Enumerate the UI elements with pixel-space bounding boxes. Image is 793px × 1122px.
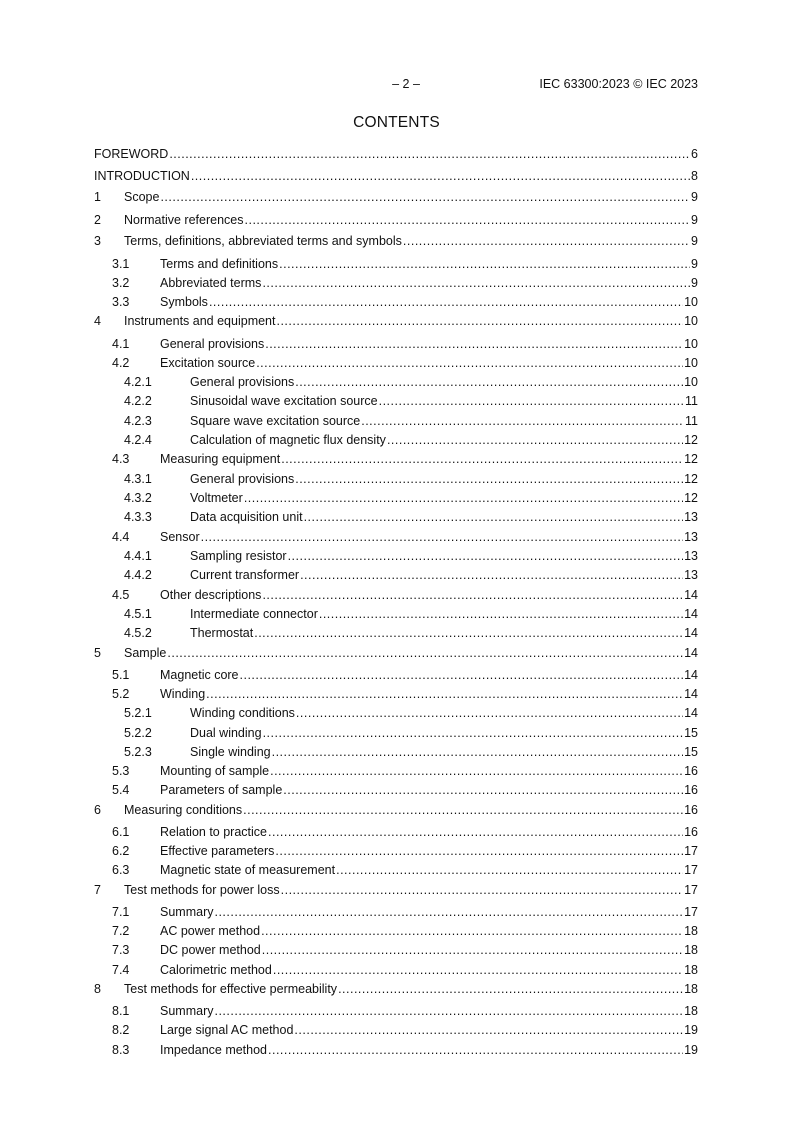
toc-entry-number: 4.2.1: [124, 375, 152, 389]
toc-leader-dots: [262, 587, 683, 603]
toc-entry-page: 16: [684, 803, 698, 817]
toc-entry-number: 5.1: [112, 668, 130, 682]
toc-entry-page: 10: [684, 295, 698, 309]
toc-entry-number: 7.3: [112, 943, 130, 957]
toc-entry-number: 7.2: [112, 924, 130, 938]
toc-entry-title: Winding conditions: [190, 706, 295, 720]
toc-entry-page: 17: [684, 863, 698, 877]
toc-entry-title: Measuring equipment: [160, 452, 281, 466]
toc-leader-dots: [265, 336, 683, 352]
toc-entry[interactable]: [94, 275, 698, 291]
page-number: – 2 –: [392, 77, 420, 91]
toc-entry[interactable]: [94, 529, 698, 545]
toc-entry-page: 13: [684, 510, 698, 524]
toc-entry-title: Large signal AC method: [160, 1023, 294, 1037]
toc-leader-dots: [263, 725, 684, 741]
toc-entry[interactable]: [94, 212, 698, 228]
toc-leader-dots: [338, 981, 683, 997]
page-header: [94, 77, 698, 91]
toc-entry[interactable]: [94, 471, 698, 487]
toc-entry-number: 5.2.1: [124, 706, 152, 720]
toc-entry[interactable]: [94, 355, 698, 371]
toc-entry[interactable]: [94, 645, 698, 661]
toc-entry[interactable]: [94, 1042, 698, 1058]
toc-entry-title: Dual winding: [190, 726, 262, 740]
toc-leader-dots: [167, 645, 683, 661]
toc-entry[interactable]: [94, 189, 698, 205]
toc-entry[interactable]: [94, 168, 698, 184]
toc-entry[interactable]: [94, 763, 698, 779]
toc-entry[interactable]: [94, 962, 698, 978]
toc-entry[interactable]: [94, 432, 698, 448]
toc-entry[interactable]: [94, 567, 698, 583]
toc-entry[interactable]: [94, 802, 698, 818]
toc-entry-number: 4.3.3: [124, 510, 152, 524]
toc-entry-number: 3.1: [112, 257, 130, 271]
toc-entry-title: Sampling resistor: [190, 549, 287, 563]
toc-entry-page: 14: [684, 706, 698, 720]
toc-leader-dots: [256, 355, 683, 371]
toc-leader-dots: [403, 233, 690, 249]
toc-leader-dots: [288, 548, 684, 564]
toc-leader-dots: [262, 275, 690, 291]
toc-entry-title: Test methods for effective permeability: [124, 982, 338, 996]
toc-entry-number: 6.2: [112, 844, 130, 858]
toc-entry[interactable]: [94, 313, 698, 329]
toc-leader-dots: [261, 923, 683, 939]
toc-entry-title: Summary: [160, 905, 214, 919]
toc-entry-title: General provisions: [190, 375, 295, 389]
toc-leader-dots: [209, 294, 683, 310]
toc-entry-page: 14: [684, 668, 698, 682]
toc-entry-title: Magnetic core: [160, 668, 239, 682]
toc-entry-title: Scope: [124, 190, 160, 204]
toc-leader-dots: [268, 1042, 683, 1058]
toc-entry-title: Test methods for power loss: [124, 883, 280, 897]
toc-entry-number: 6: [94, 803, 101, 817]
toc-entry[interactable]: [94, 843, 698, 859]
toc-entry-number: 6.1: [112, 825, 130, 839]
toc-entry-number: 8.1: [112, 1004, 130, 1018]
toc-entry-page: 14: [684, 626, 698, 640]
toc-entry-number: 4.3.1: [124, 472, 152, 486]
toc-entry-number: 4.5.2: [124, 626, 152, 640]
toc-entry-title: Abbreviated terms: [160, 276, 262, 290]
toc-entry-title: Winding: [160, 687, 206, 701]
toc-entry-page: 18: [684, 943, 698, 957]
toc-entry-title: FOREWORD: [94, 147, 169, 161]
toc-leader-dots: [295, 374, 683, 390]
toc-leader-dots: [336, 862, 683, 878]
toc-entry-page: 18: [684, 963, 698, 977]
toc-entry-page: 10: [684, 337, 698, 351]
toc-entry[interactable]: [94, 686, 698, 702]
toc-entry-page: 10: [684, 314, 698, 328]
toc-entry-number: 7.1: [112, 905, 130, 919]
toc-entry-number: 8: [94, 982, 101, 996]
toc-entry-page: 14: [684, 588, 698, 602]
toc-leader-dots: [244, 490, 683, 506]
toc-leader-dots: [262, 942, 683, 958]
toc-leader-dots: [201, 529, 683, 545]
toc-leader-dots: [169, 146, 690, 162]
toc-entry-number: 8.3: [112, 1043, 130, 1057]
toc-leader-dots: [361, 413, 684, 429]
toc-entry-title: Excitation source: [160, 356, 256, 370]
toc-leader-dots: [276, 313, 683, 329]
toc-entry-number: 4.4: [112, 530, 130, 544]
toc-entry-page: 10: [684, 356, 698, 370]
toc-leader-dots: [270, 763, 683, 779]
toc-entry[interactable]: [94, 625, 698, 641]
toc-entry-title: AC power method: [160, 924, 261, 938]
toc-entry-page: 17: [684, 905, 698, 919]
toc-entry-title: Parameters of sample: [160, 783, 283, 797]
toc-entry-title: Square wave excitation source: [190, 414, 361, 428]
toc-entry-title: Sinusoidal wave excitation source: [190, 394, 378, 408]
toc-entry-page: 12: [684, 472, 698, 486]
toc-entry-page: 11: [685, 414, 698, 428]
toc-entry-title: Relation to practice: [160, 825, 268, 839]
toc-entry[interactable]: [94, 294, 698, 310]
toc-leader-dots: [191, 168, 690, 184]
toc-entry[interactable]: [94, 824, 698, 840]
toc-entry-title: General provisions: [160, 337, 265, 351]
toc-leader-dots: [300, 567, 683, 583]
contents-heading: CONTENTS: [353, 114, 440, 131]
toc-entry[interactable]: [94, 451, 698, 467]
toc-entry-page: 17: [684, 844, 698, 858]
toc-entry[interactable]: [94, 882, 698, 898]
toc-entry-title: Voltmeter: [190, 491, 243, 505]
toc-leader-dots: [281, 882, 683, 898]
toc-leader-dots: [275, 843, 683, 859]
toc-leader-dots: [283, 782, 683, 798]
toc-entry-title: Terms, definitions, abbreviated terms and symbols: [124, 234, 402, 248]
toc-entry-title: Single winding: [190, 745, 271, 759]
toc-entry[interactable]: [94, 1003, 698, 1019]
toc-entry-title: Summary: [160, 1004, 214, 1018]
toc-leader-dots: [281, 451, 683, 467]
toc-entry-number: 6.3: [112, 863, 130, 877]
toc-entry-number: 5.2.3: [124, 745, 152, 759]
toc-entry-number: 5.2: [112, 687, 130, 701]
toc-entry-title: Sensor: [160, 530, 200, 544]
toc-entry-page: 18: [684, 982, 698, 996]
toc-leader-dots: [206, 686, 683, 702]
toc-entry[interactable]: [94, 923, 698, 939]
toc-leader-dots: [273, 962, 683, 978]
toc-entry[interactable]: [94, 256, 698, 272]
toc-entry-number: 4.3.2: [124, 491, 152, 505]
toc-entry-title: Instruments and equipment: [124, 314, 276, 328]
toc-entry[interactable]: [94, 587, 698, 603]
toc-leader-dots: [214, 904, 683, 920]
toc-entry-title: Intermediate connector: [190, 607, 318, 621]
toc-leader-dots: [319, 606, 683, 622]
toc-entry[interactable]: [94, 374, 698, 390]
toc-entry-title: Effective parameters: [160, 844, 275, 858]
toc-leader-dots: [245, 212, 691, 228]
toc-entry-page: 14: [684, 607, 698, 621]
toc-entry-page: 9: [691, 257, 698, 271]
toc-entry-page: 9: [691, 234, 698, 248]
toc-entry[interactable]: [94, 744, 698, 760]
toc-entry-page: 13: [684, 568, 698, 582]
toc-entry[interactable]: [94, 146, 698, 162]
toc-entry[interactable]: [94, 509, 698, 525]
toc-entry-page: 16: [684, 764, 698, 778]
toc-entry[interactable]: [94, 606, 698, 622]
toc-leader-dots: [296, 705, 683, 721]
toc-leader-dots: [304, 509, 684, 525]
toc-entry-page: 12: [684, 452, 698, 466]
toc-entry-number: 4.2.2: [124, 394, 152, 408]
toc-entry[interactable]: [94, 904, 698, 920]
toc-entry-page: 10: [684, 375, 698, 389]
toc-entry[interactable]: [94, 705, 698, 721]
toc-entry-title: Thermostat: [190, 626, 254, 640]
toc-leader-dots: [279, 256, 690, 272]
toc-entry-page: 9: [691, 190, 698, 204]
toc-entry[interactable]: [94, 393, 698, 409]
toc-entry-number: 8.2: [112, 1023, 130, 1037]
toc-entry[interactable]: [94, 1022, 698, 1038]
toc-leader-dots: [387, 432, 683, 448]
toc-entry-number: 7.4: [112, 963, 130, 977]
toc-entry-page: 9: [691, 276, 698, 290]
toc-entry-title: Mounting of sample: [160, 764, 270, 778]
toc-entry-page: 6: [691, 147, 698, 161]
toc-entry-title: Current transformer: [190, 568, 300, 582]
toc-entry-number: 1: [94, 190, 101, 204]
toc-entry-title: INTRODUCTION: [94, 169, 190, 183]
toc-entry-page: 17: [684, 883, 698, 897]
toc-entry-number: 2: [94, 213, 101, 227]
toc-entry-page: 14: [684, 687, 698, 701]
toc-entry-page: 13: [684, 530, 698, 544]
toc-leader-dots: [295, 471, 683, 487]
toc-entry[interactable]: [94, 548, 698, 564]
toc-entry-page: 14: [684, 646, 698, 660]
toc-entry-title: Symbols: [160, 295, 208, 309]
toc-entry-page: 16: [684, 783, 698, 797]
toc-entry-title: Other descriptions: [160, 588, 262, 602]
toc-entry[interactable]: [94, 667, 698, 683]
toc-entry-number: 4.2.4: [124, 433, 152, 447]
toc-leader-dots: [379, 393, 684, 409]
toc-entry-number: 4.4.2: [124, 568, 152, 582]
toc-entry-number: 3: [94, 234, 101, 248]
toc-entry-number: 4.2.3: [124, 414, 152, 428]
toc-leader-dots: [268, 824, 683, 840]
toc-entry-number: 5.2.2: [124, 726, 152, 740]
toc-entry-number: 3.3: [112, 295, 130, 309]
toc-entry[interactable]: [94, 782, 698, 798]
toc-entry[interactable]: [94, 981, 698, 997]
toc-entry-number: 3.2: [112, 276, 130, 290]
toc-leader-dots: [214, 1003, 683, 1019]
toc-entry-title: Sample: [124, 646, 167, 660]
toc-entry-page: 13: [684, 549, 698, 563]
toc-entry-number: 5.3: [112, 764, 130, 778]
toc-entry-page: 18: [684, 924, 698, 938]
toc-entry[interactable]: [94, 336, 698, 352]
toc-entry-page: 16: [684, 825, 698, 839]
toc-entry-number: 4: [94, 314, 101, 328]
toc-entry-page: 11: [685, 394, 698, 408]
toc-entry-title: Calculation of magnetic flux density: [190, 433, 386, 447]
toc-leader-dots: [243, 802, 683, 818]
toc-leader-dots: [272, 744, 683, 760]
toc-entry-page: 12: [684, 491, 698, 505]
toc-entry-number: 4.5.1: [124, 607, 152, 621]
toc-entry[interactable]: [94, 942, 698, 958]
toc-entry-number: 7: [94, 883, 101, 897]
toc-entry-page: 15: [684, 726, 698, 740]
toc-entry-page: 8: [691, 169, 698, 183]
toc-entry-title: Normative references: [124, 213, 244, 227]
toc-entry-title: Calorimetric method: [160, 963, 272, 977]
toc-entry[interactable]: [94, 725, 698, 741]
toc-entry-number: 4.4.1: [124, 549, 152, 563]
toc-entry-number: 5.4: [112, 783, 130, 797]
toc-entry[interactable]: [94, 413, 698, 429]
toc-entry-number: 4.5: [112, 588, 130, 602]
toc-leader-dots: [240, 667, 684, 683]
toc-entry-page: 19: [684, 1023, 698, 1037]
toc-leader-dots: [254, 625, 683, 641]
toc-entry[interactable]: [94, 490, 698, 506]
toc-entry-page: 19: [684, 1043, 698, 1057]
toc-entry-page: 12: [684, 433, 698, 447]
toc-entry-number: 4.2: [112, 356, 130, 370]
toc-entry-title: Magnetic state of measurement: [160, 863, 336, 877]
toc-entry-title: Measuring conditions: [124, 803, 243, 817]
toc-entry-title: DC power method: [160, 943, 261, 957]
toc-entry[interactable]: [94, 862, 698, 878]
toc-entry-page: 9: [691, 213, 698, 227]
document-reference: IEC 63300:2023 © IEC 2023: [539, 77, 698, 91]
toc-entry-number: 4.1: [112, 337, 130, 351]
toc-entry-number: 4.3: [112, 452, 130, 466]
toc-leader-dots: [294, 1022, 683, 1038]
toc-entry-title: Data acquisition unit: [190, 510, 303, 524]
toc-entry-title: General provisions: [190, 472, 295, 486]
toc-entry-page: 18: [684, 1004, 698, 1018]
toc-entry-title: Terms and definitions: [160, 257, 279, 271]
toc-entry-title: Impedance method: [160, 1043, 268, 1057]
toc-entry[interactable]: [94, 233, 698, 249]
toc-leader-dots: [160, 189, 690, 205]
toc-entry-page: 15: [684, 745, 698, 759]
toc-entry-number: 5: [94, 646, 101, 660]
